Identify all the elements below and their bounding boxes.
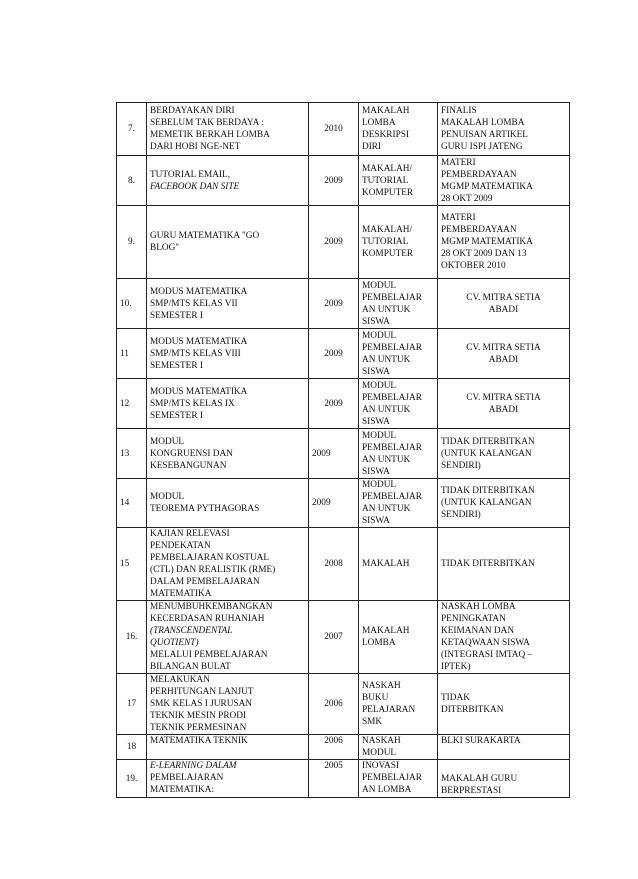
- table-row: [117, 206, 570, 279]
- row-year: 2009: [309, 429, 359, 479]
- row-year: 2006: [309, 674, 359, 735]
- publication-table: [116, 102, 570, 798]
- row-title: BERDAYAKAN DIRI SEBELUM TAK BERDAYA : MEMETIK BERKAH LOMBA DARI HOBI NGE-NET: [147, 103, 309, 156]
- row-year: 2009: [309, 379, 359, 429]
- row-note: TIDAK DITERBITKAN: [438, 674, 570, 735]
- row-year: 2009: [309, 329, 359, 379]
- row-year: 2009: [309, 206, 359, 279]
- row-year: 2009: [309, 479, 359, 528]
- row-note: TIDAK DITERBITKAN (UNTUK KALANGAN SENDIRI): [438, 479, 570, 528]
- row-note: FINALIS MAKALAH LOMBA PENUISAN ARTIKEL GURU ISPI JATENG: [438, 103, 570, 156]
- row-note: CV. MITRA SETIA ABADI: [438, 279, 570, 329]
- row-type: NASKAH BUKU PELAJARAN SMK: [359, 674, 438, 735]
- row-year: 2006: [309, 735, 359, 760]
- row-title: MODUS MATEMATIKA SMP/MTS KELAS IX SEMESTER I: [147, 379, 309, 429]
- row-type: MODUL PEMBELAJAR AN UNTUK SISWA: [359, 479, 438, 528]
- row-year: 2009: [309, 156, 359, 206]
- row-number: 11: [117, 329, 147, 379]
- row-type: INOVASI PEMBELAJAR AN LOMBA: [359, 760, 438, 798]
- row-number: 19.: [117, 760, 147, 798]
- row-number: 14: [117, 479, 147, 528]
- row-type: MAKALAH/ TUTORIAL KOMPUTER: [359, 156, 438, 206]
- table-row: [117, 103, 570, 156]
- row-title: KAJIAN RELEVASI PENDEKATAN PEMBELAJARAN KOSTUAL (CTL) DAN REALISTIK (RME) DALAM PEMBELAJARAN MATEMATIKA: [147, 528, 309, 601]
- row-note: MATERI PEMBERDAYAAN MGMP MATEMATIKA 28 OKT 2009: [438, 156, 570, 206]
- row-year: 2010: [309, 103, 359, 156]
- row-note: TIDAK DITERBITKAN (UNTUK KALANGAN SENDIRI): [438, 429, 570, 479]
- row-type: MAKALAH: [359, 528, 438, 601]
- table-row: [117, 429, 570, 479]
- row-number: 8.: [117, 156, 147, 206]
- row-title: MODUL TEOREMA PYTHAGORAS: [147, 479, 309, 528]
- row-number: 17: [117, 674, 147, 735]
- row-title: MELAKUKAN PERHITUNGAN LANJUT SMK KELAS I JURUSAN TEKNIK MESIN PRODI TEKNIK PERMESINAN: [147, 674, 309, 735]
- row-title: MENUMBUHKEMBANGKAN KECERDASAN RUHANIAH (TRANSCENDENTAL QUOTIENT) MELALUI PEMBELAJARAN BILANGAN BULAT: [147, 601, 309, 674]
- row-title: GURU MATEMATIKA "GO BLOG": [147, 206, 309, 279]
- row-note: BLKI SURAKARTA: [438, 735, 570, 760]
- row-note: MAKALAH GURU BERPRESTASI: [438, 760, 570, 798]
- row-type: MODUL PEMBELAJAR AN UNTUK SISWA: [359, 329, 438, 379]
- row-type: MAKALAH LOMBA DESKRIPSI DIRI: [359, 103, 438, 156]
- row-type: MODUL PEMBELAJAR AN UNTUK SISWA: [359, 429, 438, 479]
- row-note: CV. MITRA SETIA ABADI: [438, 329, 570, 379]
- row-number: 12: [117, 379, 147, 429]
- table-row: [117, 760, 570, 798]
- row-type: MODUL PEMBELAJAR AN UNTUK SISWA: [359, 279, 438, 329]
- table-row: [117, 528, 570, 601]
- row-title: TUTORIAL EMAIL, FACEBOOK DAN SITE: [147, 156, 309, 206]
- row-number: 16.: [117, 601, 147, 674]
- row-title: E-LEARNING DALAM PEMBELAJARAN MATEMATIKA:: [147, 760, 309, 798]
- row-title: MATEMATIKA TEKNIK: [147, 735, 309, 760]
- row-type: MAKALAH/ TUTORIAL KOMPUTER: [359, 206, 438, 279]
- row-title: MODUS MATEMATIKA SMP/MTS KELAS VII SEMESTER I: [147, 279, 309, 329]
- table-row: [117, 601, 570, 674]
- row-type: MAKALAH LOMBA: [359, 601, 438, 674]
- row-year: 2005: [309, 760, 359, 798]
- row-title: MODUS MATEMATIKA SMP/MTS KELAS VIII SEMESTER I: [147, 329, 309, 379]
- row-number: 15: [117, 528, 147, 601]
- row-number: 10.: [117, 279, 147, 329]
- row-year: 2007: [309, 601, 359, 674]
- row-number: 13: [117, 429, 147, 479]
- table-row: [117, 674, 570, 735]
- row-note: CV. MITRA SETIA ABADI: [438, 379, 570, 429]
- row-type: NASKAH MODUL: [359, 735, 438, 760]
- row-title: MODUL KONGRUENSI DAN KESEBANGUNAN: [147, 429, 309, 479]
- table-row: [117, 329, 570, 379]
- table-row: [117, 156, 570, 206]
- row-number: 9.: [117, 206, 147, 279]
- row-number: 18: [117, 735, 147, 760]
- row-number: 7.: [117, 103, 147, 156]
- table-row: [117, 279, 570, 329]
- row-note: NASKAH LOMBA PENINGKATAN KEIMANAN DAN KETAQWAAN SISWA (INTEGRASI IMTAQ – IPTEK): [438, 601, 570, 674]
- row-year: 2008: [309, 528, 359, 601]
- row-type: MODUL PEMBELAJAR AN UNTUK SISWA: [359, 379, 438, 429]
- row-note: TIDAK DITERBITKAN: [438, 528, 570, 601]
- table-row: [117, 379, 570, 429]
- row-year: 2009: [309, 279, 359, 329]
- table-row: [117, 479, 570, 528]
- row-note: MATERI PEMBERDAYAAN MGMP MATEMATIKA 28 OKT 2009 DAN 13 OKTOBER 2010: [438, 206, 570, 279]
- table-row: [117, 735, 570, 760]
